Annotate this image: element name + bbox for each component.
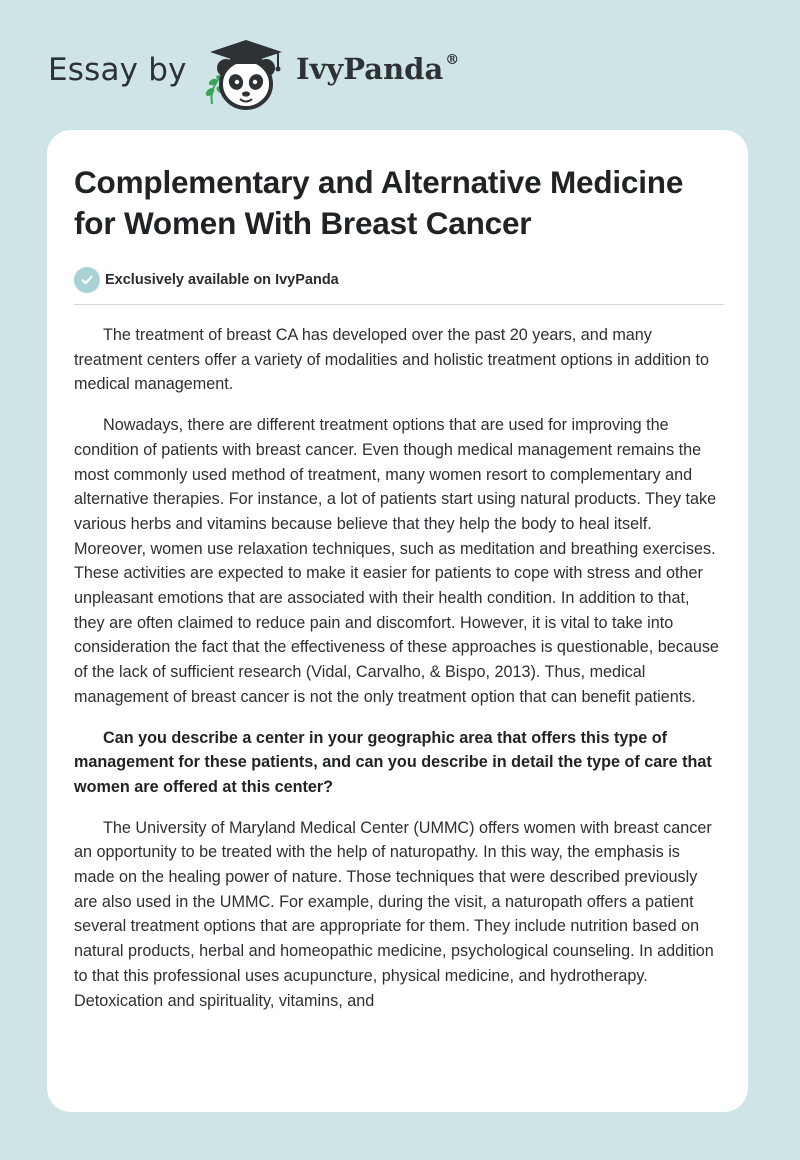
paragraph: Nowadays, there are different treatment options that are used for improving the condition of patients with breast cancer. Even though medical management remains the most commonly used method of treatment, many women resort to complementary and alternative therapies. For instance, a lot of patients start using natural products. They take various herbs and vitamins because believe that they help the body to heal itself. Moreover, women use relaxation techniques, such as meditation and breathing exercises. These activities are expected to make it easier for patients to cope with stress and other unpleasant emotions that are associated with their health condition. In addition to that, they are often claimed to reduce pain and discomfort. However, it is vital to take into consideration the fact that the effectiveness of these approaches is questionable, because of the lack of sufficient research (Vidal, Carvalho, & Bispo, 2013). Thus, medical management of breast cancer is not the only treatment option that can benefit patients.	[74, 416, 719, 706]
brand-name: IvyPanda ®	[296, 52, 460, 86]
paragraph: The University of Maryland Medical Center (UMMC) offers women with breast cancer an opportunity to be treated with the help of naturopathy. In this way, the emphasis is made on the healing power of nature. Those techniques that were described previously are also used in the UMMC. For example, during the visit, a naturopath offers a patient several treatment options that are appropriate for them. They include nutrition based on natural products, herbal and homeopathic medicine, psychological counseling. In addition to that this professional uses acupuncture, physical medicine, and hydrotherapy. Detoxication and spirituality, vitamins, and	[74, 818, 714, 1010]
divider	[74, 304, 724, 305]
paragraph: The treatment of breast CA has developed over the past 20 years, and many treatment centers offer a variety of modalities and holistic treatment options in addition to medical management.	[74, 326, 709, 394]
essay-content	[74, 162, 724, 1029]
question-paragraph: Can you describe a center in your geographic area that offers this type of management for these patients, and can you describe in detail the type of care that women are offered at this center?	[74, 728, 712, 796]
exclusive-badge	[74, 265, 724, 295]
exclusive-label: Exclusively available on IvyPanda	[105, 272, 339, 288]
panda-graduate-icon	[202, 34, 290, 114]
site-header	[48, 30, 748, 110]
essay-by-label: Essay by	[48, 52, 187, 88]
essay-title: Complementary and Alternative Medicine for Women With Breast Cancer	[74, 164, 684, 241]
essay-body	[74, 323, 724, 1013]
check-circle-icon	[74, 267, 100, 293]
essay-card	[47, 130, 748, 1112]
